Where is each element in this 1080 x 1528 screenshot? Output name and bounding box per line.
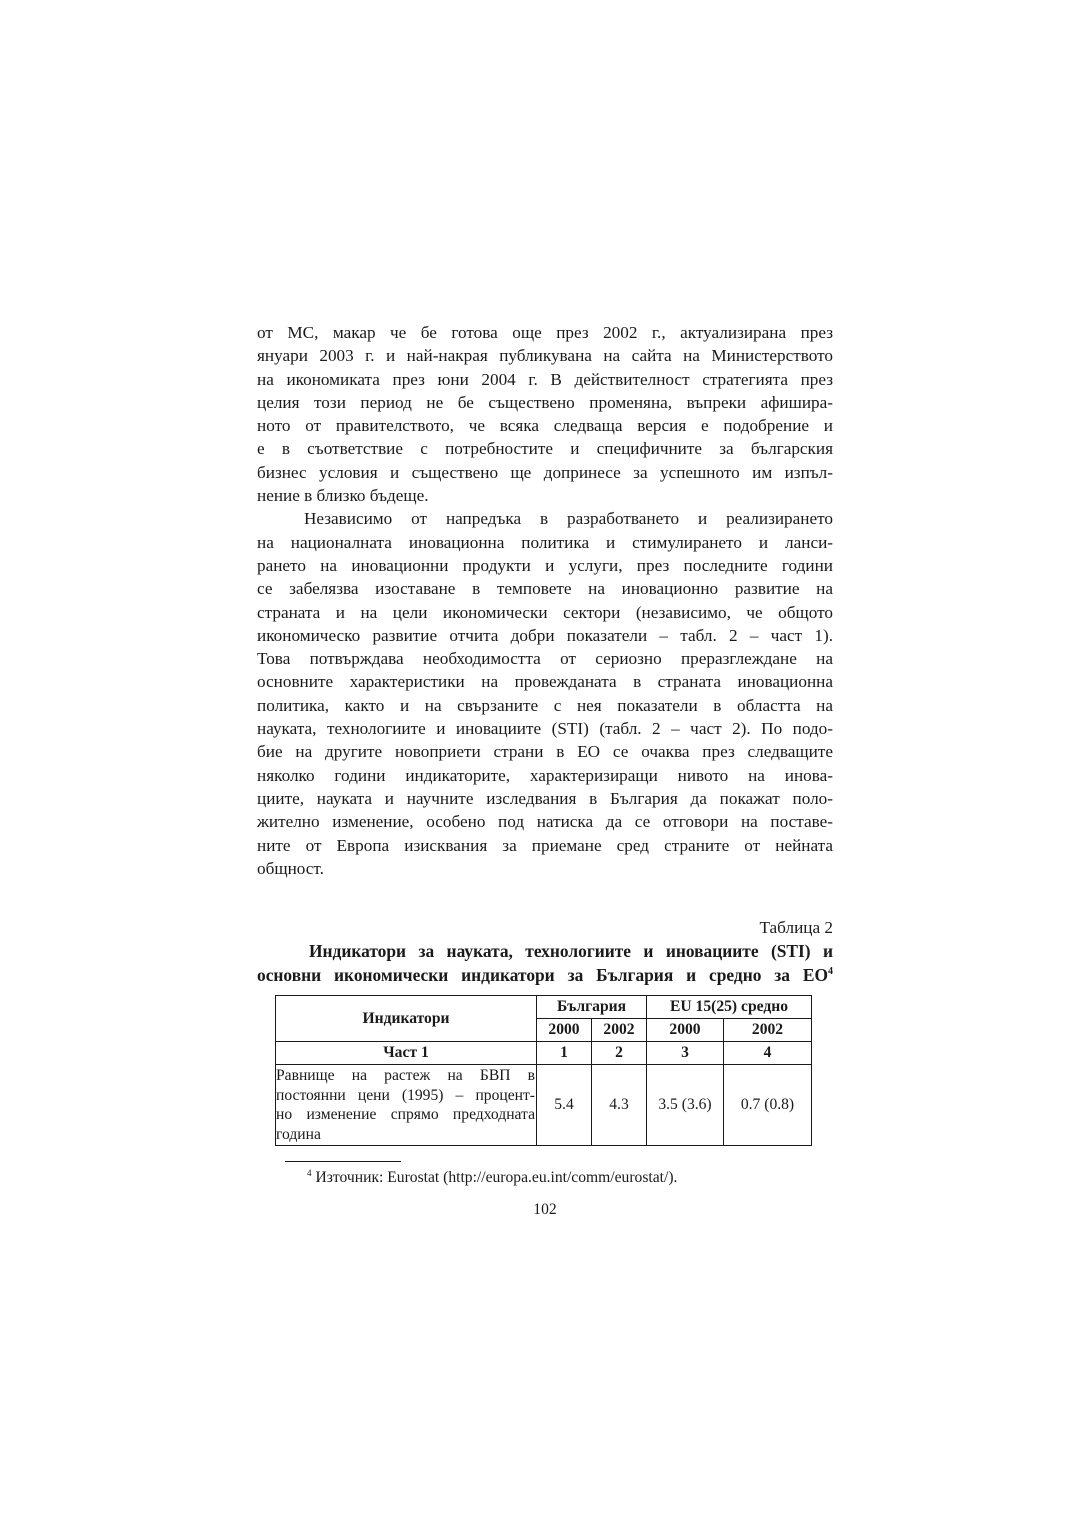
text-line: ното от правителството, че всяка следваща версия е подобрение и (257, 416, 833, 436)
header-year: 2002 (592, 1019, 647, 1042)
text-line: Независимо от напредъка в разработването и реализирането (304, 509, 833, 529)
header-eu: EU 15(25) средно (647, 996, 812, 1019)
page-number: 102 (533, 1201, 557, 1219)
text-line: бизнес условия и съществено ще допринесе за успешното им изпъл- (257, 462, 833, 482)
table-label: Таблица 2 (759, 918, 833, 938)
header-year: 2002 (724, 1019, 812, 1042)
table-row (276, 1065, 812, 1146)
column-number: 1 (537, 1042, 592, 1065)
text-line: се забелязва изоставане в темповете на иновационно развитие на (257, 579, 833, 599)
header-year: 2000 (537, 1019, 592, 1042)
footnote-text: Източник: Eurostat (http://europa.eu.int/comm/eurostat/). (315, 1169, 678, 1187)
paragraph-1 (257, 321, 833, 507)
page-content (257, 321, 833, 1219)
value-cell: 4.3 (592, 1065, 647, 1146)
footnote-reference[interactable]: 4 (828, 966, 833, 978)
text-line: Това потвърждава необходимостта от сериозно преразглеждане на (257, 649, 833, 669)
indicator-line: но изменение спрямо предходната (276, 1106, 535, 1124)
value-cell: 3.5 (3.6) (647, 1065, 724, 1146)
text-line: циите, науката и научните изследвания в България да покажат поло- (257, 788, 833, 808)
text-line: нение в близко бъдеще. (257, 486, 429, 506)
footnote-divider (285, 1161, 401, 1162)
column-number: 3 (647, 1042, 724, 1065)
table-title-text: основни икономически индикатори за България и средно за ЕО (257, 965, 828, 986)
text-line: януари 2003 г. и най-накрая публикувана на сайта на Министерството (257, 346, 833, 366)
text-line: науката, технологиите и иновациите (STI) (табл. 2 – част 2). По подо- (257, 719, 833, 739)
text-line: целия този период не бе съществено променяна, въпреки афишира- (257, 392, 833, 412)
indicator-line: Равнище на растеж на БВП в (276, 1067, 535, 1085)
indicator-line: година (276, 1125, 321, 1143)
text-line: жително изменение, особено под натиска да се отговори на поставе- (257, 812, 833, 832)
table-title (257, 939, 833, 987)
header-indicators: Индикатори (276, 996, 537, 1042)
table-title-line: Индикатори за науката, технологиите и иновациите (STI) и (309, 941, 833, 962)
text-line: политика, както и на свързаните с нея показатели в областта на (257, 695, 833, 715)
header-bulgaria: България (537, 996, 647, 1019)
text-line: ните от Европа изисквания за приемане сред страните от нейната (257, 835, 833, 855)
column-number: 4 (724, 1042, 812, 1065)
footnote (257, 1168, 833, 1188)
text-line: от МС, макар че бе готова още през 2002 г., актуализирана през (257, 323, 833, 342)
text-line: на икономиката през юни 2004 г. В действителност стратегията през (257, 369, 833, 389)
text-line: основните характеристики на провежданата в страната иновационна (257, 672, 833, 692)
indicator-cell (276, 1065, 537, 1146)
text-line: икономическо развитие отчита добри показатели – табл. 2 – част 1). (257, 625, 833, 645)
text-line: рането на иновационни продукти и услуги, през последните години (257, 555, 833, 575)
value-cell: 0.7 (0.8) (724, 1065, 812, 1146)
text-line: на националната иновационна политика и стимулирането и ланси- (257, 532, 833, 552)
text-line: общност. (257, 858, 324, 878)
header-year: 2000 (647, 1019, 724, 1042)
indicator-line: постоянни цени (1995) – процент- (276, 1086, 535, 1104)
text-line: е в съответствие с потребностите и специфичните за българския (257, 439, 833, 459)
indicators-table (275, 995, 812, 1146)
text-line: няколко години индикаторите, характеризиращи нивото на инова- (257, 765, 833, 785)
table-title-line (257, 963, 833, 987)
text-line: бие на другите новоприети страни в ЕО се очаква през следващите (257, 742, 833, 762)
footnote-mark: 4 (307, 1167, 312, 1178)
paragraph-2 (257, 507, 833, 880)
value-cell: 5.4 (537, 1065, 592, 1146)
text-line: страната и на цели икономически сектори (независимо, че общото (257, 602, 833, 622)
column-number: 2 (592, 1042, 647, 1065)
part-label: Част 1 (276, 1042, 537, 1065)
